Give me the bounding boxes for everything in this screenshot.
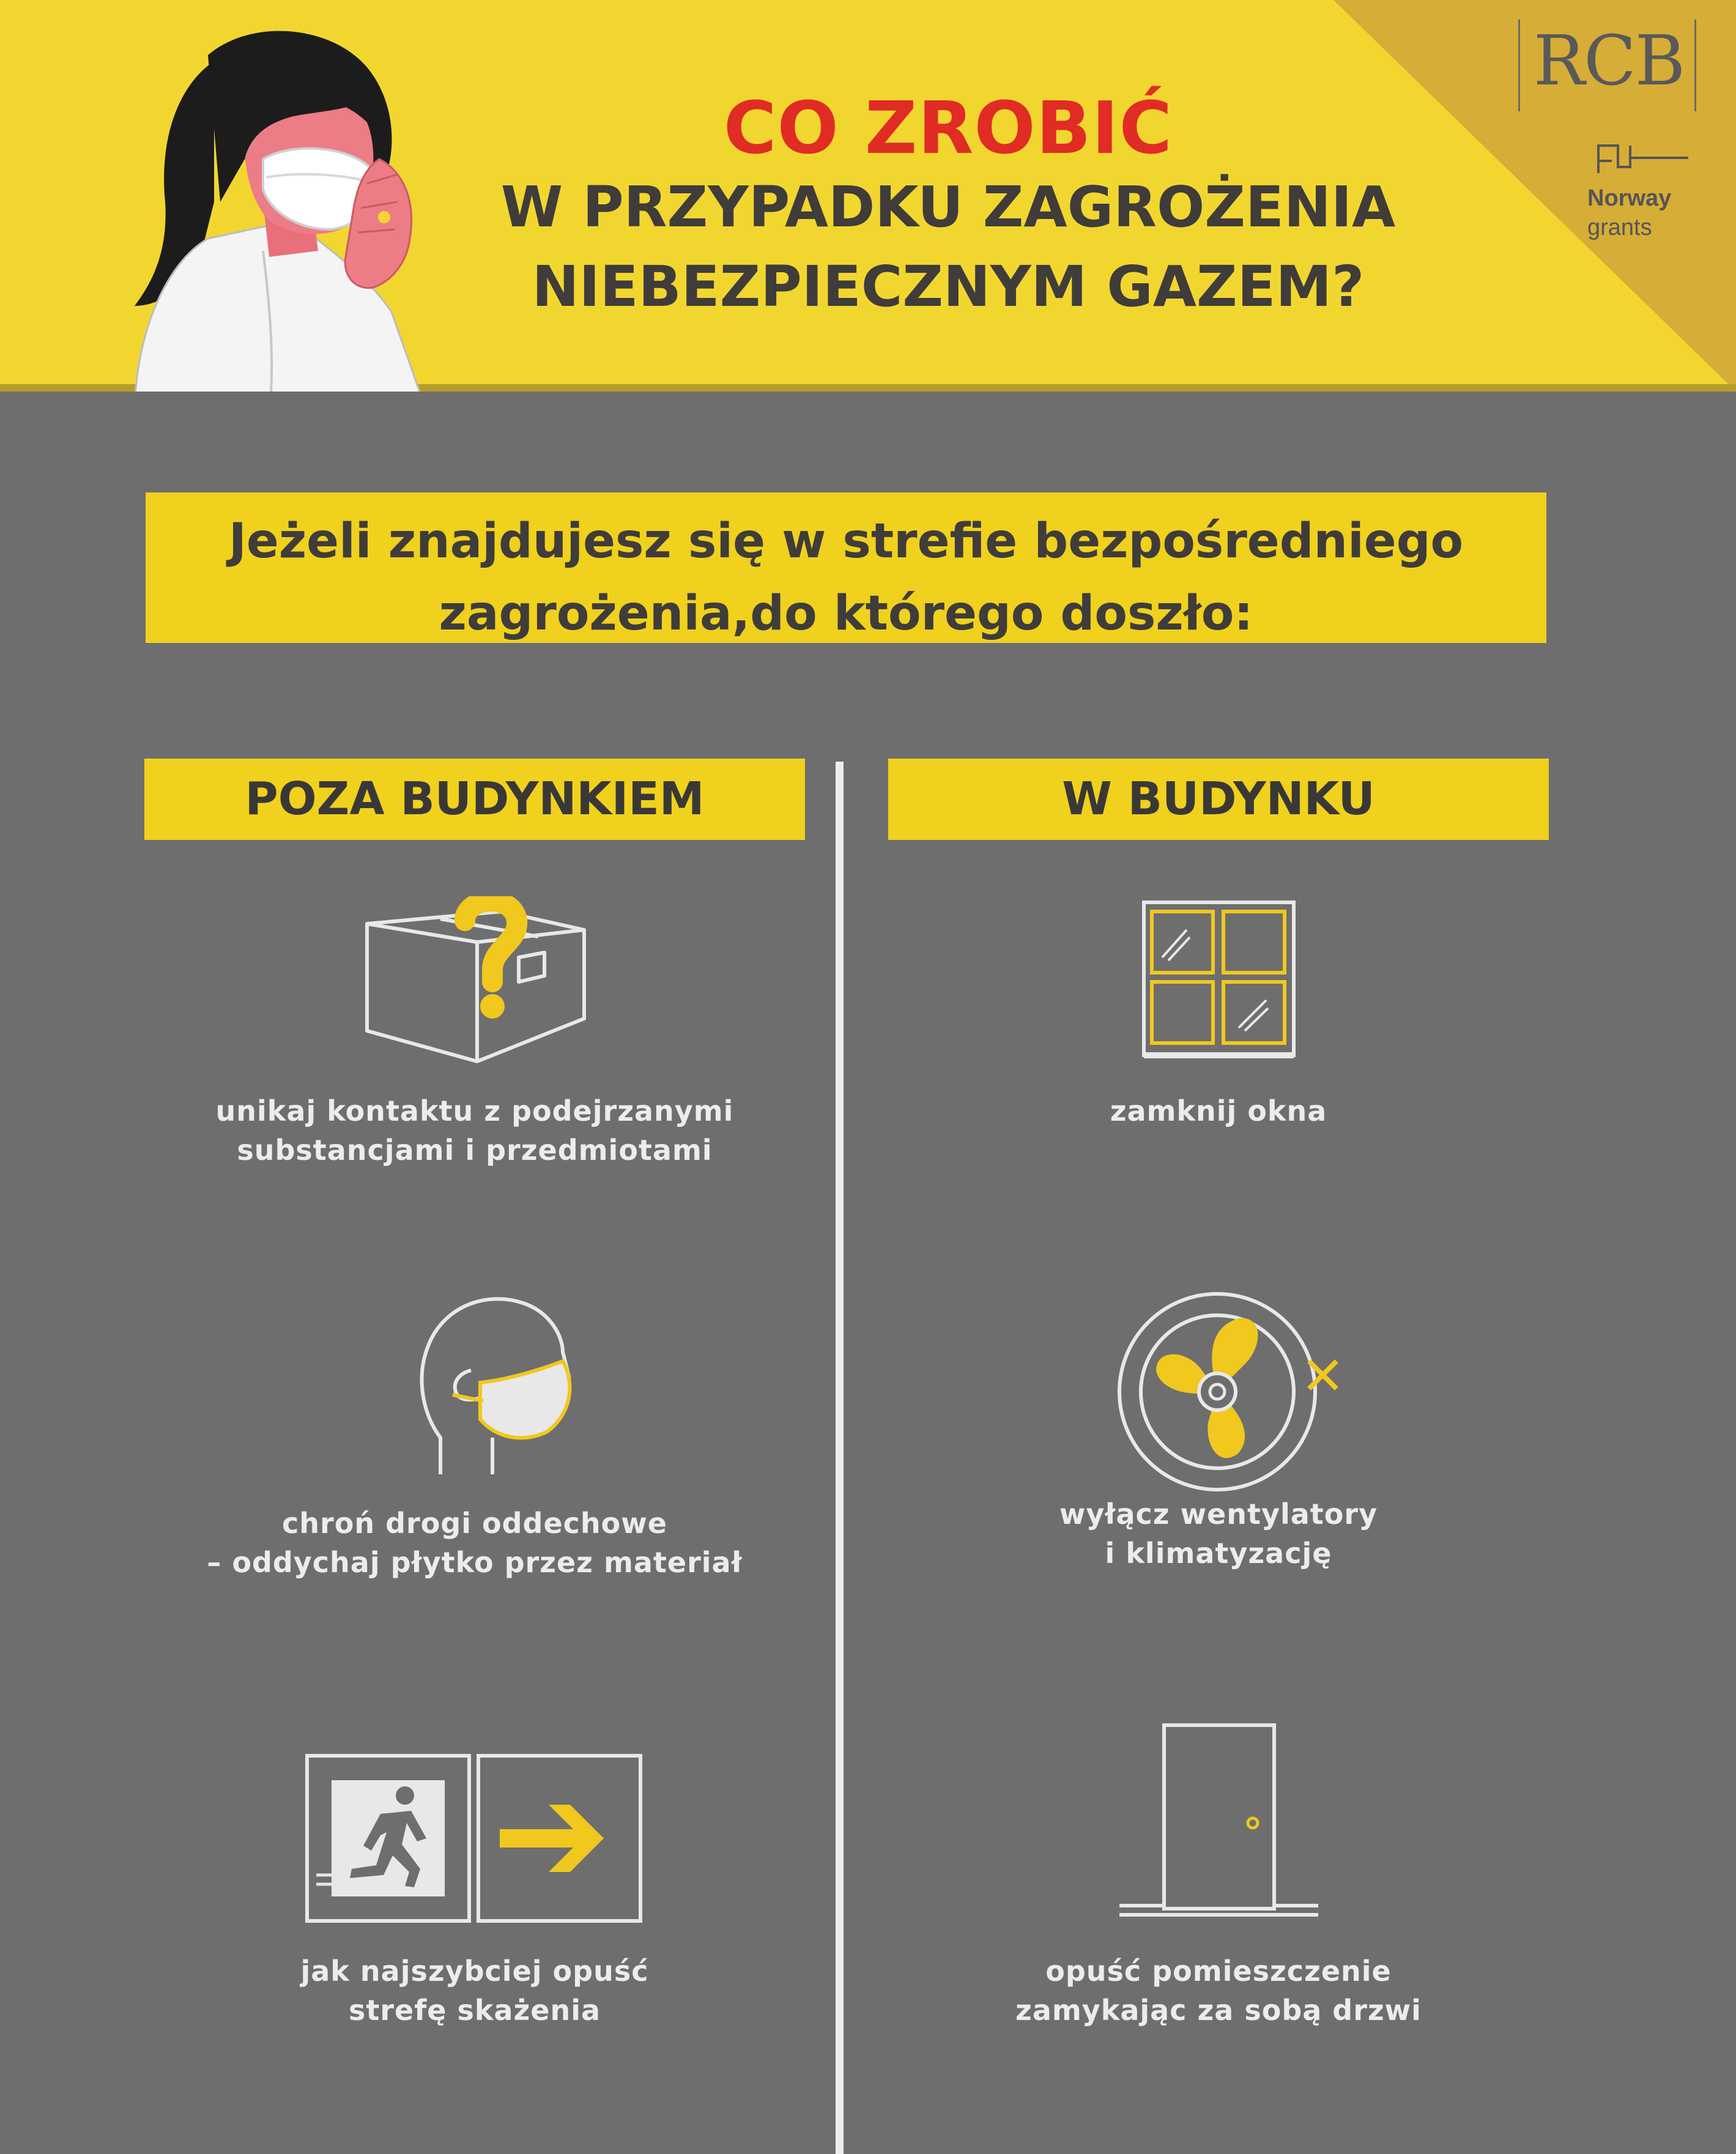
title-what-to-do: CO ZROBIĆ [723,86,1173,170]
grants-label: grants [1587,215,1652,240]
subheading-line-1: Jeżeli znajdujesz się w strefie bezpośredniego [228,514,1464,569]
rcb-logo: RCB [1533,21,1685,101]
column-header-inside: W BUDYNKU [888,759,1549,840]
caption-line: substancjami i przedmiotami [237,1134,713,1167]
subheading-text [146,505,1546,650]
face-mask-icon [416,1291,581,1474]
caption-line: chroń drogi oddechowe [282,1507,667,1540]
title-line-2: W PRZYPADKU ZAGROŻENIA [500,174,1396,240]
header-banner [0,0,1736,392]
woman-wearing-mask-illustration [110,18,489,392]
caption-line: jak najszybciej opuść [300,1955,649,1988]
fan-off-icon [1110,1291,1343,1493]
caption-line: zamykając za sobą drzwi [1015,1994,1422,2027]
norway-grants-logo-text [1587,184,1704,242]
rcb-logo-bar-right [1694,20,1696,111]
title-line-3: NIEBEZPIECZNYM GAZEM? [532,254,1365,319]
door-icon [1113,1719,1324,1921]
norway-label: Norway [1587,185,1672,211]
caption-line: opuść pomieszczenie [1045,1955,1392,1988]
caption-turn-off-fans [888,1495,1549,1573]
caption-line: unikaj kontaktu z podejrzanymi [215,1094,734,1127]
caption-line: wyłącz wentylatory [1059,1498,1378,1531]
norway-grants-logo-icon [1593,139,1691,176]
content-background [0,428,1736,2154]
rcb-logo-bar-left [1518,20,1520,111]
subheading-line-2: zagrożenia,do którego doszło: [439,586,1253,641]
window-icon [1141,899,1297,1061]
caption-protect-airways [144,1504,805,1582]
suspicious-package-icon [361,896,593,1064]
caption-close-windows [888,1091,1549,1131]
column-header-outside: POZA BUDYNKIEM [144,759,805,840]
caption-leave-room [888,1952,1549,2030]
caption-avoid-contact [144,1091,805,1170]
caption-line: zamknij okna [1110,1094,1327,1127]
caption-line: – oddychaj płytko przez materiał [207,1546,743,1579]
caption-leave-zone [144,1952,805,2030]
caption-line: i klimatyzację [1105,1537,1332,1570]
column-divider [836,762,844,2154]
caption-line: strefę skażenia [348,1994,601,2027]
emergency-exit-icon [304,1753,644,1924]
